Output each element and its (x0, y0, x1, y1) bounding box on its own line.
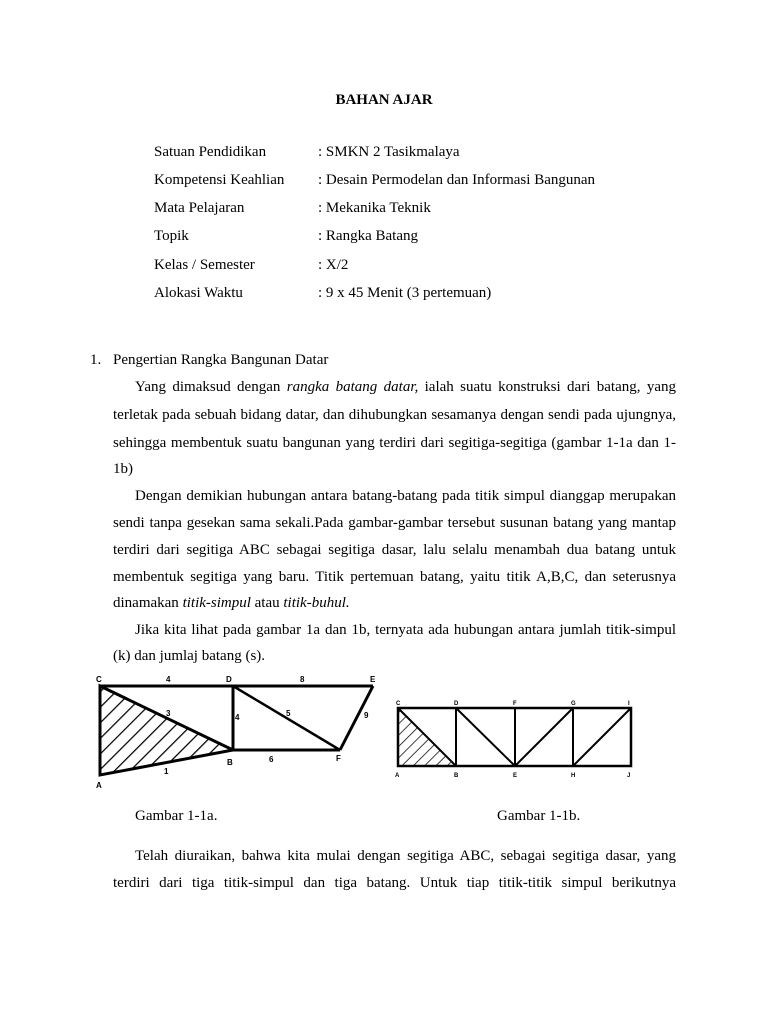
meta-value: : X/2 (318, 257, 349, 273)
text-run: ialah suatu konstruksi dari batang, yang (424, 379, 677, 395)
page-title: BAHAN AJAR (335, 92, 433, 108)
node-label: A (96, 781, 102, 790)
emphasis-text: rangka batang datar, (286, 379, 419, 395)
truss-bar (233, 686, 340, 750)
truss-figure-b (392, 696, 642, 786)
emphasis-text: titik-simpul (182, 595, 251, 611)
meta-label: Kelas / Semester (154, 257, 255, 273)
section-number: 1. (90, 352, 102, 368)
paragraph-line: membentuk segitiga yang baru. Titik pertemuan batang, yaitu titik A,B,C, dan seterusnya (113, 569, 676, 585)
section-title: Pengertian Rangka Bangunan Datar (113, 352, 329, 368)
paragraph-line (113, 593, 676, 613)
truss-bar (515, 708, 573, 766)
meta-value: : Rangka Batang (318, 228, 418, 244)
node-label: J (627, 773, 631, 779)
meta-row (154, 228, 714, 248)
paragraph-line: Telah diuraikan, bahwa kita mulai dengan segitiga ABC, sebagai segitiga dasar, yang (135, 848, 676, 864)
meta-value: : 9 x 45 Menit (3 pertemuan) (318, 285, 492, 301)
paragraph-line: terletak pada sebuah bidang datar, dan dihubungkan sesamanya dengan sendi pada ujungnya, (113, 407, 676, 423)
node-label: B (454, 773, 459, 779)
bar-label: 4 (235, 713, 240, 722)
meta-value: : SMKN 2 Tasikmalaya (318, 144, 460, 160)
bar-label: 6 (269, 755, 274, 764)
meta-value: : Desain Permodelan dan Informasi Bangunan (318, 172, 596, 188)
meta-label: Satuan Pendidikan (154, 144, 267, 160)
figure-caption-b: Gambar 1-1b. (497, 808, 581, 824)
meta-value: : Mekanika Teknik (318, 200, 431, 216)
bar-label: 8 (300, 675, 305, 684)
text-run: atau (254, 595, 280, 611)
node-label: E (370, 675, 376, 684)
node-label: H (571, 773, 576, 779)
bar-label: 1 (164, 767, 169, 776)
meta-row (154, 285, 714, 305)
node-label: I (628, 701, 630, 707)
emphasis-text: titik-buhul. (283, 595, 350, 611)
paragraph-line: 1b) (113, 461, 133, 477)
truss-bar (573, 708, 631, 766)
meta-row (154, 257, 714, 277)
paragraph-line: sendi tanpa gesekan sama sekali.Pada gambar-gambar tersebut susunan batang yang mantap (113, 515, 676, 531)
paragraph-line: terdiri dari segitiga ABC sebagai segitiga dasar, lalu selalu menambah dua batang untuk (113, 542, 676, 558)
meta-row (154, 172, 714, 192)
meta-label: Topik (154, 228, 189, 244)
meta-row (154, 144, 714, 164)
text-run: Yang dimaksud dengan (135, 379, 281, 395)
text-run: dinamakan (113, 595, 179, 611)
node-label: D (454, 701, 459, 707)
node-label: C (396, 701, 401, 707)
node-label: F (513, 701, 517, 707)
paragraph-line: Jika kita lihat pada gambar 1a dan 1b, ternyata ada hubungan antara jumlah titik-simpul (135, 622, 676, 638)
paragraph-line: sehingga membentuk suatu bangunan yang terdiri dari segitiga-segitiga (gambar 1-1a dan 1- (113, 435, 676, 451)
node-label: F (336, 754, 341, 763)
bar-label: 9 (364, 711, 369, 720)
bar-label: 5 (286, 709, 291, 718)
node-label: C (96, 675, 102, 684)
paragraph-line: Dengan demikian hubungan antara batang-batang pada titik simpul dianggap merupakan (135, 488, 676, 504)
node-label: A (395, 773, 400, 779)
paragraph-line: terdiri dari tiga titik-simpul dan tiga batang. Untuk tiap titik-titik simpul berikutnya (113, 875, 676, 891)
paragraph-line (113, 377, 676, 397)
meta-label: Kompetensi Keahlian (154, 172, 285, 188)
bar-label: 3 (166, 709, 171, 718)
node-label: G (571, 701, 576, 707)
paragraph-line: (k) dan jumlaj batang (s). (113, 648, 266, 664)
meta-row (154, 200, 714, 220)
node-label: E (513, 773, 518, 779)
figure-caption-a: Gambar 1-1a. (135, 808, 218, 824)
meta-label: Mata Pelajaran (154, 200, 245, 216)
base-triangle-abc (100, 686, 233, 775)
meta-label: Alokasi Waktu (154, 285, 243, 301)
truss-figure-a (90, 670, 390, 795)
node-label: B (227, 758, 233, 767)
truss-bar (456, 708, 515, 766)
bar-label: 4 (166, 675, 171, 684)
node-label: D (226, 675, 232, 684)
